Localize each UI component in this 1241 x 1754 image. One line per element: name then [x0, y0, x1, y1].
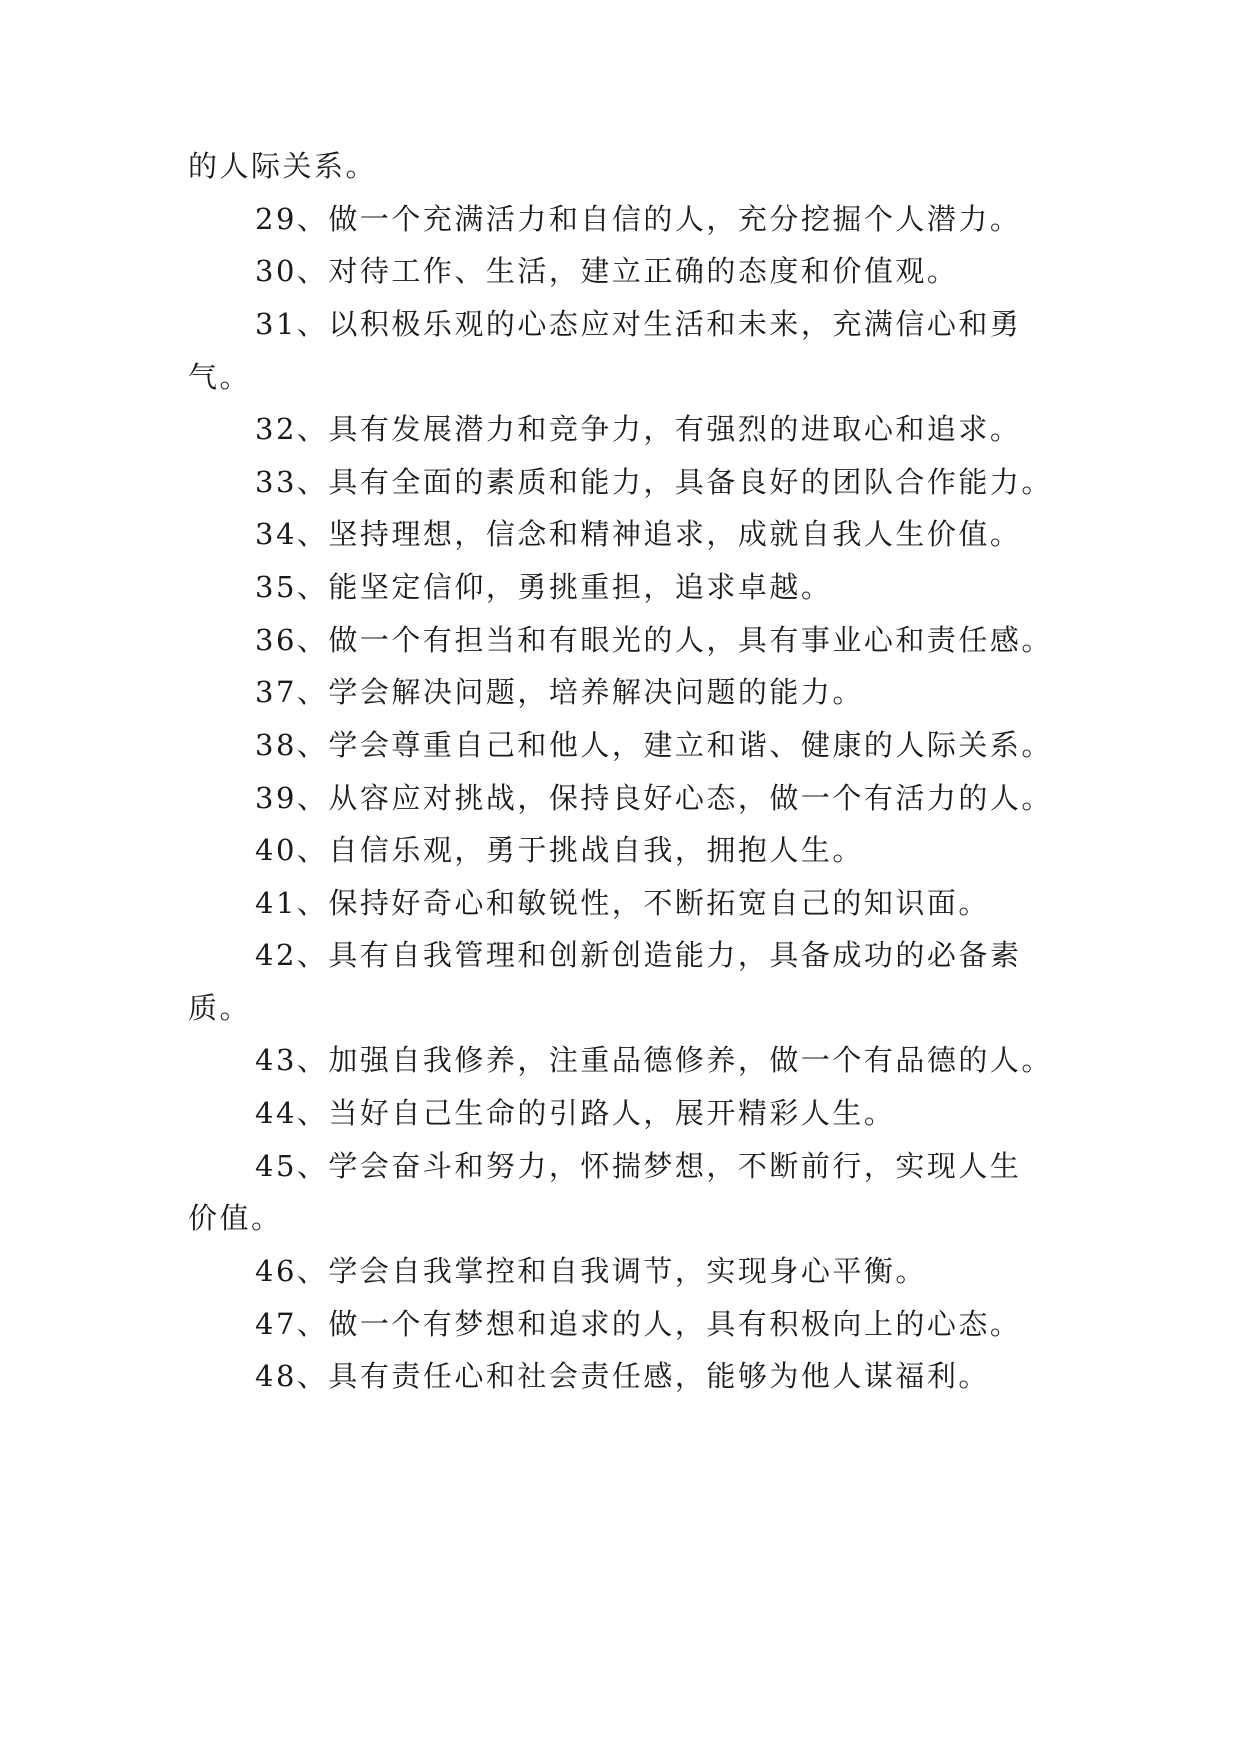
text-line: 44、当好自己生命的引路人，展开精彩人生。 [255, 1096, 896, 1130]
text-line: 气。 [188, 360, 252, 394]
text-line: 质。 [188, 991, 252, 1025]
text-line: 33、具有全面的素质和能力，具备良好的团队合作能力。 [255, 465, 1053, 499]
text-line: 38、学会尊重自己和他人，建立和谐、健康的人际关系。 [255, 728, 1053, 762]
text-line: 42、具有自我管理和创新创造能力，具备成功的必备素 [255, 938, 1022, 972]
text-line: 29、做一个充满活力和自信的人，充分挖掘个人潜力。 [255, 202, 1022, 236]
text-line: 48、具有责任心和社会责任感，能够为他人谋福利。 [255, 1359, 990, 1393]
text-line: 34、坚持理想，信念和精神追求，成就自我人生价值。 [255, 517, 1022, 551]
text-line: 的人际关系。 [188, 149, 378, 183]
text-line: 30、对待工作、生活，建立正确的态度和价值观。 [255, 254, 959, 288]
text-line: 46、学会自我掌控和自我调节，实现身心平衡。 [255, 1254, 927, 1288]
text-line: 40、自信乐观，勇于挑战自我，拥抱人生。 [255, 833, 864, 867]
text-line: 45、学会奋斗和努力，怀揣梦想，不断前行，实现人生 [255, 1149, 1022, 1183]
text-line: 35、能坚定信仰，勇挑重担，追求卓越。 [255, 570, 833, 604]
text-line: 43、加强自我修养，注重品德修养，做一个有品德的人。 [255, 1043, 1053, 1077]
text-line: 价值。 [188, 1201, 283, 1235]
text-line: 37、学会解决问题，培养解决问题的能力。 [255, 675, 864, 709]
text-line: 31、以积极乐观的心态应对生活和未来，充满信心和勇 [255, 307, 1022, 341]
text-line: 36、做一个有担当和有眼光的人，具有事业心和责任感。 [255, 623, 1053, 657]
text-line: 47、做一个有梦想和追求的人，具有积极向上的心态。 [255, 1307, 1022, 1341]
text-line: 32、具有发展潜力和竞争力，有强烈的进取心和追求。 [255, 412, 1022, 446]
text-line: 41、保持好奇心和敏锐性，不断拓宽自己的知识面。 [255, 886, 990, 920]
text-line: 39、从容应对挑战，保持良好心态，做一个有活力的人。 [255, 781, 1053, 815]
